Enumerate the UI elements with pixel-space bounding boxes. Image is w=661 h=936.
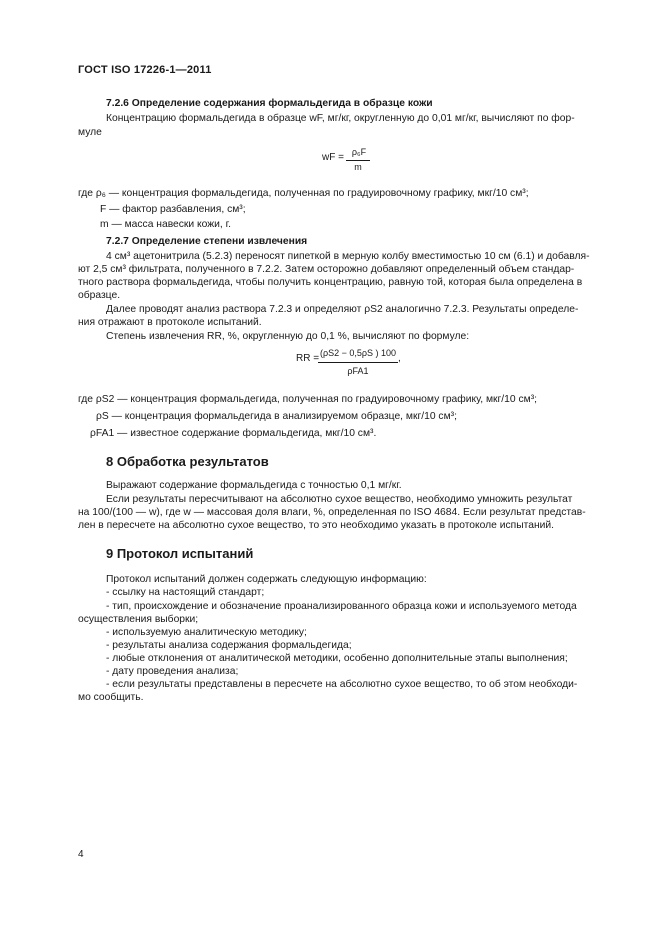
section-9-heading: 9 Протокол испытаний — [106, 546, 254, 561]
paragraph-line: Степень извлечения RR, %, округленную до 0,1 %, вычисляют по формуле: — [106, 331, 470, 342]
section-8-heading: 8 Обработка результатов — [106, 454, 269, 469]
paragraph-line: ния отражают в протоколе испытаний. — [78, 317, 262, 328]
paragraph-line: лен в пересчете на абсолютно сухое вещество, то это необходимо указать в протоколе испытаний. — [78, 520, 554, 531]
where-line: ρFA1 — известное содержание формальдегида, мкг/10 см³. — [90, 428, 377, 439]
list-item: - результаты анализа содержания формальдегида; — [106, 640, 352, 651]
list-item: - используемую аналитическую методику; — [106, 627, 307, 638]
paragraph-line: 4 см³ ацетонитрила (5.2.3) переносят пипеткой в мерную колбу вместимостью 10 см (6.1) и добавля- — [106, 251, 590, 262]
formula-lhs: RR = — [296, 353, 320, 364]
fraction-bar — [318, 362, 398, 363]
paragraph-line: ют 2,5 см³ фильтрата, полученного в 7.2.2. Затем осторожно добавляют определенный объем стандар- — [78, 264, 575, 275]
where-line: ρS — концентрация формальдегида в анализируемом образце, мкг/10 см³; — [96, 411, 457, 422]
list-item: - тип, происхождение и обозначение проанализированного образца кожи и используемого метода — [106, 601, 577, 612]
formula-numerator: ρ₆F — [351, 147, 367, 157]
paragraph-line: муле — [78, 127, 102, 138]
where-line: F — фактор разбавления, см³; — [100, 204, 246, 215]
section-7-2-7-heading: 7.2.7 Определение степени извлечения — [106, 236, 308, 247]
paragraph-line: Протокол испытаний должен содержать следующую информацию: — [106, 574, 427, 585]
paragraph-line: Если результаты пересчитывают на абсолютно сухое вещество, необходимо умножить результат — [106, 494, 573, 505]
list-item: мо сообщить. — [78, 692, 144, 703]
list-item: - любые отклонения от аналитической методики, особенно дополнительные этапы выполнения; — [106, 653, 568, 664]
paragraph-line: на 100/(100 — w), где w — массовая доля влаги, %, определенная по ISO 4684. Если результат представ- — [78, 507, 586, 518]
formula-lhs: wF = — [322, 152, 344, 163]
paragraph-line: образце. — [78, 290, 121, 301]
formula-denominator: m — [354, 162, 362, 172]
paragraph-line: тного раствора формальдегида, чтобы получить концентрацию, равную той, которая была определена в — [78, 277, 583, 288]
section-7-2-6-heading: 7.2.6 Определение содержания формальдегида в образце кожи — [106, 98, 433, 109]
formula-numerator: (ρS2 − 0,5ρS ) 100 — [319, 348, 397, 358]
fraction-bar — [346, 160, 370, 161]
list-item: осуществления выборки; — [78, 614, 199, 625]
page-number: 4 — [78, 849, 84, 860]
document-header: ГОСТ ISO 17226-1—2011 — [78, 64, 212, 76]
where-line: где ρ₆ — концентрация формальдегида, полученная по градуировочному графику, мкг/10 см³; — [78, 188, 529, 199]
paragraph-line: Выражают содержание формальдегида с точностью 0,1 мг/кг. — [106, 480, 402, 491]
paragraph-line: Далее проводят анализ раствора 7.2.3 и определяют ρS2 аналогично 7.2.3. Результаты определе- — [106, 304, 579, 315]
list-item: - дату проведения анализа; — [106, 666, 239, 677]
formula-tail: , — [398, 353, 401, 364]
list-item: - если результаты представлены в пересчете на абсолютно сухое вещество, то об этом необходи- — [106, 679, 578, 690]
where-line: m — масса навески кожи, г. — [100, 219, 231, 230]
where-line: где ρS2 — концентрация формальдегида, полученная по градуировочному графику, мкг/10 см³; — [78, 394, 538, 405]
list-item: - ссылку на настоящий стандарт; — [106, 587, 265, 598]
paragraph-line: Концентрацию формальдегида в образце wF, мг/кг, округленную до 0,01 мг/кг, вычисляют по фор- — [106, 113, 575, 124]
formula-denominator: ρFA1 — [347, 366, 369, 376]
